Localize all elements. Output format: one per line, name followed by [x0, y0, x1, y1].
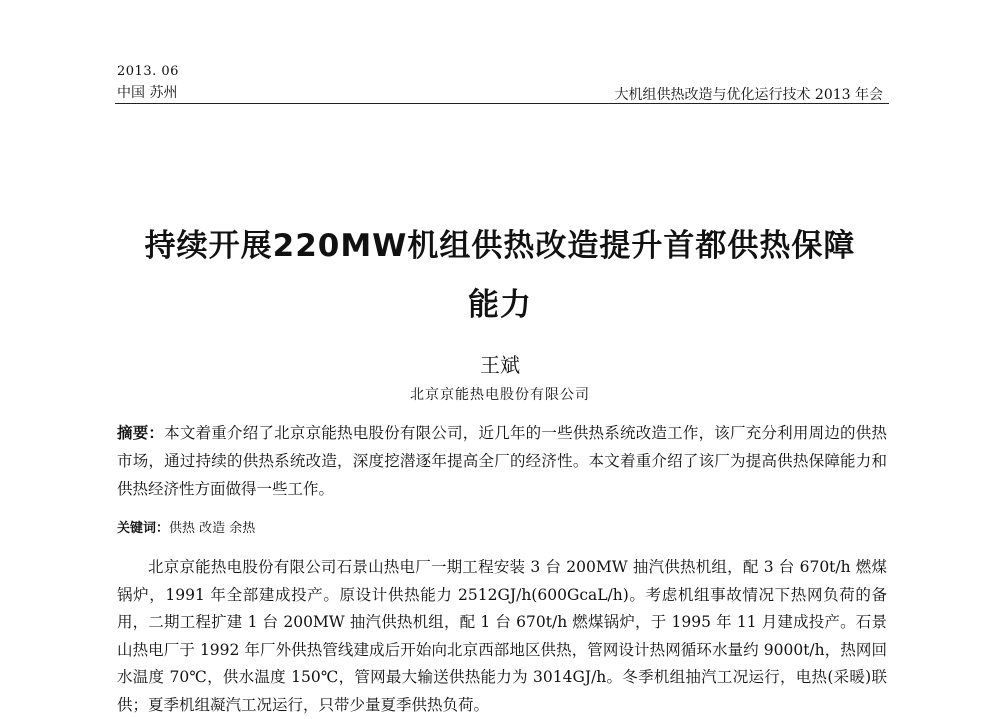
abstract-label: 摘要： — [117, 423, 165, 442]
abstract — [117, 419, 887, 503]
header-place: 中国 苏州 — [117, 85, 178, 101]
header-conference: 大机组供热改造与优化运行技术 2013 年会 — [614, 87, 883, 103]
author-name: 王斌 — [480, 353, 520, 377]
keywords-label: 关键词： — [117, 521, 170, 536]
paper-title-line1: 持续开展220MW机组供热改造提升首都供热保障 — [144, 228, 856, 264]
keywords-text: 供热 改造 余热 — [169, 521, 256, 536]
abstract-text: 本文着重介绍了北京京能热电股份有限公司，近几年的一些供热系统改造工作，该厂充分利用周边的供热市场，通过持续的供热系统改造，深度挖潜逐年提高全厂的经济性。本文着重介绍了该厂为提高供热保障能力和供热经济性方面做得一些工作。 — [117, 424, 887, 498]
keywords — [117, 517, 255, 536]
paper-title-line2: 能力 — [468, 287, 532, 323]
header-rule — [115, 103, 889, 104]
body-paragraph: 北京京能热电股份有限公司石景山热电厂一期工程安装 3 台 200MW 抽汽供热机组，配 3 台 670t/h 燃煤锅炉，1991 年全部建成投产。原设计供热能力 2512GJ/h(600GcaL/h)。考虑机组事故情况下热网负荷的备用，二期工程扩建 1 台 200MW 抽汽供热机组，配 1 台 670t/h 燃煤锅炉，于 1995 年 11 月建成投产。石景山热电厂于 1992 年厂外供热管线建成后开始向北京西部地区供热，管网设计热网循环水量约 9000t/h，热网回水温度 70℃，供水温度 150℃，管网最大输送供热能力为 3014GJ/h。冬季机组抽汽工况运行，电热(采暖)联供；夏季机组凝汽工况运行，只带少量夏季供热负荷。 — [117, 558, 887, 714]
header-date: 2013. 06 — [117, 64, 179, 79]
author-affiliation: 北京京能热电股份有限公司 — [410, 387, 590, 403]
